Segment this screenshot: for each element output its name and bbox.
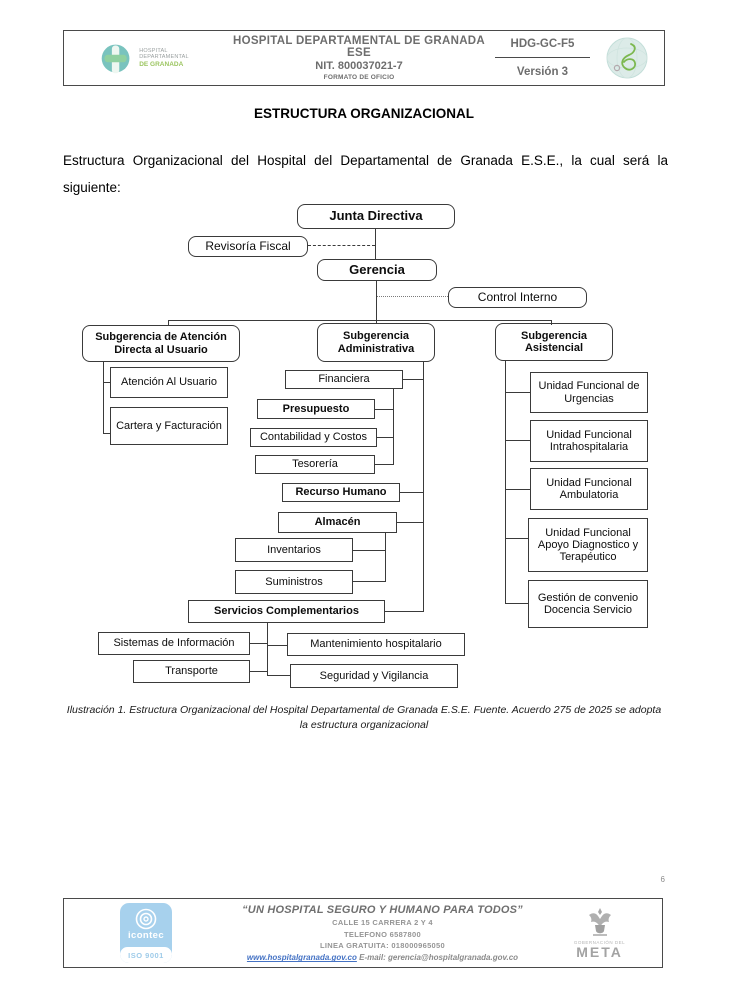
connector-line bbox=[551, 320, 552, 325]
connector-line bbox=[250, 643, 267, 644]
hospital-name: HOSPITAL DEPARTAMENTAL DE GRANADA ESE bbox=[232, 35, 486, 59]
connector-dashed-line bbox=[308, 245, 375, 246]
org-node-suministros: Suministros bbox=[235, 570, 353, 594]
connector-line bbox=[103, 433, 110, 434]
connector-line bbox=[397, 522, 423, 523]
header-code-cell bbox=[495, 30, 591, 58]
connector-line bbox=[250, 671, 267, 672]
meta-label: META bbox=[576, 944, 623, 960]
connector-dotted-line bbox=[377, 296, 448, 297]
logo-line2: DEPARTAMENTAL bbox=[139, 54, 189, 61]
page-title: ESTRUCTURA ORGANIZACIONAL bbox=[254, 106, 474, 121]
connector-line bbox=[353, 581, 385, 582]
footer-phone: TELEFONO 6587800 bbox=[344, 929, 421, 939]
hospital-slogan: “UN HOSPITAL SEGURO Y HUMANO PARA TODOS” bbox=[242, 903, 523, 916]
email-text: E-mail: gerencia@hospitalgranada.gov.co bbox=[359, 953, 519, 963]
figure-caption: Ilustración 1. Estructura Organizacional del Hospital Departamental de Granada E.S.E. Fuente. Acuerdo 275 de 2025 se adopta la estructura organizacional bbox=[66, 704, 662, 731]
footer-icontec-cell bbox=[63, 898, 229, 968]
org-node-subgerencia-administrativa: Subgerencia Administrativa bbox=[317, 323, 435, 362]
org-node-subgerencia-asistencial: Subgerencia Asistencial bbox=[495, 323, 613, 361]
connector-line bbox=[505, 361, 506, 603]
org-node-mantenimiento-hospitalario: Mantenimiento hospitalario bbox=[287, 633, 465, 656]
meta-crest-icon bbox=[583, 907, 617, 939]
hospital-logo-text bbox=[139, 48, 189, 68]
connector-line bbox=[403, 379, 423, 380]
connector-line bbox=[353, 550, 385, 551]
connector-line bbox=[505, 489, 530, 490]
connector-line bbox=[393, 389, 394, 465]
org-node-junta-directiva: Junta Directiva bbox=[297, 204, 455, 229]
icontec-spiral-icon bbox=[133, 906, 159, 932]
page-number: 6 bbox=[660, 875, 665, 884]
org-node-recurso-humano: Recurso Humano bbox=[282, 483, 400, 502]
sphere-logo-icon bbox=[604, 35, 650, 81]
footer-contact-cell bbox=[228, 898, 538, 968]
org-node-cartera-facturacion: Cartera y Facturación bbox=[110, 407, 228, 445]
org-node-uf-ambulatoria: Unidad Funcional Ambulatoria bbox=[530, 468, 648, 510]
connector-line bbox=[168, 320, 169, 326]
org-node-almacen: Almacén bbox=[278, 512, 397, 533]
connector-line bbox=[375, 409, 393, 410]
footer-hotline: LINEA GRATUITA: 018000965050 bbox=[320, 941, 445, 951]
logo-line3: DE GRANADA bbox=[139, 60, 184, 68]
connector-line bbox=[385, 611, 423, 612]
header-logo-cell bbox=[63, 30, 224, 86]
connector-line bbox=[505, 392, 530, 393]
logo-line1: HOSPITAL bbox=[139, 47, 168, 54]
org-node-transporte: Transporte bbox=[133, 660, 250, 683]
footer-meta-cell bbox=[537, 898, 663, 968]
hospital-logo-icon bbox=[98, 40, 135, 77]
org-node-atencion-usuario: Atención Al Usuario bbox=[110, 367, 228, 398]
connector-line bbox=[267, 675, 290, 676]
org-node-tesoreria: Tesorería bbox=[255, 455, 375, 474]
org-node-servicios-complementarios: Servicios Complementarios bbox=[188, 600, 385, 623]
org-node-seguridad-vigilancia: Seguridad y Vigilancia bbox=[290, 664, 458, 688]
connector-line bbox=[505, 538, 528, 539]
org-node-financiera: Financiera bbox=[285, 370, 403, 389]
connector-line bbox=[267, 623, 268, 675]
iso-label: ISO 9001 bbox=[128, 950, 164, 960]
org-node-contabilidad-costos: Contabilidad y Costos bbox=[250, 428, 377, 447]
connector-line bbox=[375, 464, 393, 465]
connector-line bbox=[400, 492, 423, 493]
intro-paragraph: Estructura Organizacional del Hospital del Departamental de Granada E.S.E., la cual será la siguiente: bbox=[63, 153, 668, 195]
connector-line bbox=[103, 362, 104, 434]
format-label: FORMATO DE OFICIO bbox=[323, 74, 395, 81]
connector-line bbox=[267, 645, 287, 646]
org-node-control-interno: Control Interno bbox=[448, 287, 587, 308]
iso-strip bbox=[120, 947, 172, 963]
document-code: HDG-GC-F5 bbox=[510, 38, 575, 50]
header-title-cell bbox=[223, 30, 496, 86]
meta-gobernacion-label: GOBERNACIÓN DEL bbox=[573, 940, 626, 945]
connector-line bbox=[385, 533, 386, 582]
header-version-cell bbox=[495, 57, 591, 86]
org-node-inventarios: Inventarios bbox=[235, 538, 353, 562]
org-node-gerencia: Gerencia bbox=[317, 259, 437, 281]
icontec-badge bbox=[120, 903, 172, 963]
connector-line bbox=[168, 320, 552, 321]
org-node-gestion-convenio: Gestión de convenio Docencia Servicio bbox=[528, 580, 648, 628]
org-node-uf-intrahospitalaria: Unidad Funcional Intrahospitalaria bbox=[530, 420, 648, 462]
org-node-subgerencia-atencion: Subgerencia de Atención Directa al Usuario bbox=[82, 325, 240, 362]
connector-line bbox=[375, 229, 376, 260]
connector-line bbox=[103, 382, 110, 383]
org-node-uf-apoyo: Unidad Funcional Apoyo Diagnostico y Terapéutico bbox=[528, 518, 648, 572]
connector-line bbox=[423, 362, 424, 612]
hospital-nit: NIT. 800037021-7 bbox=[315, 60, 403, 72]
org-node-presupuesto: Presupuesto bbox=[257, 399, 375, 419]
document-version: Versión 3 bbox=[516, 65, 569, 78]
connector-line bbox=[376, 281, 377, 324]
connector-line bbox=[505, 603, 528, 604]
connector-line bbox=[505, 440, 530, 441]
website-link[interactable]: www.hospitalgranada.gov.co bbox=[246, 953, 357, 963]
org-node-sistemas-informacion: Sistemas de Información bbox=[98, 632, 250, 655]
connector-line bbox=[377, 437, 393, 438]
org-node-revisoria-fiscal: Revisoría Fiscal bbox=[188, 236, 308, 257]
footer-links-line bbox=[247, 953, 518, 962]
footer-address: CALLE 15 CARRERA 2 Y 4 bbox=[332, 918, 433, 928]
header-seal-cell bbox=[590, 30, 665, 86]
org-node-uf-urgencias: Unidad Funcional de Urgencias bbox=[530, 372, 648, 413]
icontec-label: icontec bbox=[127, 930, 165, 941]
